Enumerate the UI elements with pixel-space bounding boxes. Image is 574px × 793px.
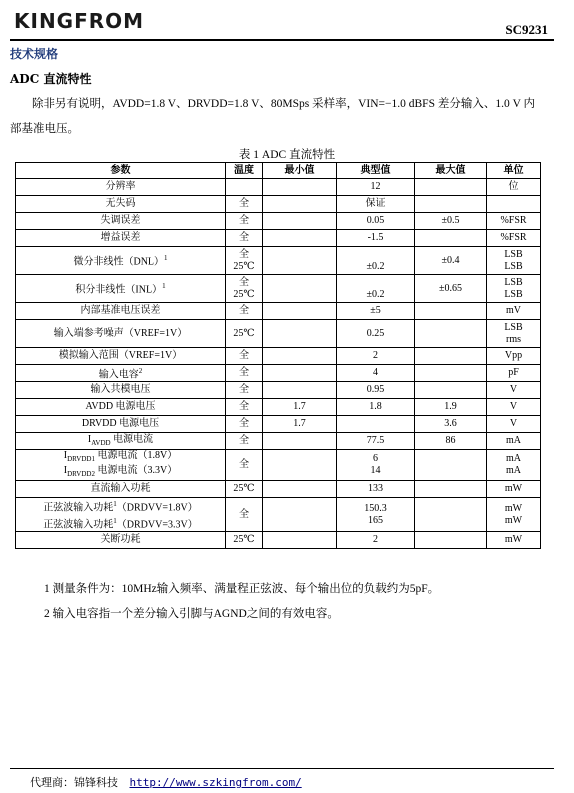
cell-min [263,498,337,532]
cell-max [415,433,487,450]
cell-typ-line1: 0.05 [366,215,385,226]
cell-min [263,348,337,365]
cell-unit-line1: mW [504,502,523,514]
cell-unit [487,275,541,303]
cell-param [16,275,226,303]
cell-temp [226,348,263,365]
cell-temp-line1: 25℃ [233,533,255,545]
cell-unit-line1: LSB [504,321,523,333]
param-text: DRVDD 电源电压 [81,418,160,430]
cell-typ-line1 [339,277,412,289]
cell-max-line1: ±0.5 [441,215,460,226]
param-symbol: I [63,450,68,462]
param-text: 直流输入功耗 [90,483,151,495]
cell-temp [226,450,263,481]
cell-max [415,531,487,548]
cell-typ-line1: ±5 [370,305,381,316]
cell-param [16,433,226,450]
cell-typ-line1 [339,249,412,261]
cell-min [263,382,337,399]
param-line [18,350,223,362]
cell-temp-line1: 全 [239,248,249,260]
cell-param [16,230,226,247]
cell-max [415,416,487,433]
param-text: 输入电容 [98,369,139,381]
cell-unit [487,365,541,382]
param-text: （DRDVV=1.8V） [116,502,198,514]
sub-title: ADC 直流特性 [10,72,92,86]
cell-min [263,433,337,450]
param-text: （DRDVV=3.3V） [116,518,198,530]
table-row [16,275,541,303]
footnote-ref: 1 [164,254,168,263]
cell-min [263,531,337,548]
cell-typ [337,399,415,416]
cell-typ [337,320,415,348]
cell-min [263,481,337,498]
table-row [16,230,541,247]
cell-typ-line1: 2 [373,350,378,361]
footer [30,774,302,790]
cell-min [263,179,337,196]
cell-typ-line1: 77.5 [366,435,385,447]
cell-param [16,399,226,416]
table-header-row [16,163,541,179]
footer-divider [10,768,554,769]
cell-param [16,365,226,382]
cell-max [415,450,487,481]
intro-paragraph: 除非另有说明，AVDD=1.8 V、DRVDD=1.8 V、80MSps 采样率，VIN=−1.0 dBFS 差分输入、1.0 V 内部基准电压。 [10,98,536,135]
cell-unit-line1: 位 [508,181,519,192]
cell-param [16,320,226,348]
cell-param [16,531,226,548]
adc-dc-spec-table [15,162,541,549]
cell-param [16,416,226,433]
cell-unit-line1: V [509,401,518,413]
cell-min [263,230,337,247]
param-text: 关断功耗 [100,533,141,545]
param-subscript: DRVDD2 [67,470,95,479]
footnote-1: 1 测量条件为：10MHz输入频率、满量程正弦波、每个输出位的负载约为5pF。 [44,583,440,595]
cell-unit [487,179,541,196]
cell-typ [337,531,415,548]
cell-min-line1: 1.7 [293,418,306,430]
cell-temp [226,531,263,548]
cell-min [263,303,337,320]
cell-typ-line1: 1.8 [369,401,382,413]
cell-max [415,382,487,399]
header-param: 参数 [16,163,226,179]
param-text: 失调误差 [100,215,141,226]
param-line [18,401,223,413]
cell-unit-line1: mW [504,483,523,495]
cell-param [16,498,226,532]
footnote-2: 2 输入电容指一个差分输入引脚与AGND之间的有效电容。 [44,608,339,620]
cell-temp-line1: 全 [239,508,249,520]
cell-temp-line2: 25℃ [233,288,255,300]
param-text: 分辨率 [105,181,136,192]
agent-label: 代理商：锦锋科技 [30,776,118,789]
param-text: 输入端参考噪声（VREF=1V） [53,327,188,339]
cell-unit [487,320,541,348]
cell-param [16,348,226,365]
table-row [16,196,541,213]
cell-unit-line1: mA [506,453,521,465]
cell-temp [226,416,263,433]
cell-temp-line1: 全 [239,459,249,471]
cell-typ [337,247,415,275]
cell-max [415,498,487,532]
cell-typ [337,416,415,433]
cell-temp [226,433,263,450]
cell-min [263,196,337,213]
param-text: 正弦波输入功耗 [43,518,114,530]
header-temp: 温度 [226,163,263,179]
cell-unit [487,433,541,450]
model-number: SC9231 [505,22,548,37]
param-text: 电源电流 [110,433,154,445]
param-line [18,305,223,317]
param-line [18,465,223,480]
cell-typ-line1: 133 [368,483,383,495]
cell-temp [226,498,263,532]
cell-temp [226,230,263,247]
cell-min [263,450,337,481]
table-row [16,450,541,481]
cell-typ [337,450,415,481]
param-line [18,198,223,210]
cell-min [263,416,337,433]
cell-temp [226,275,263,303]
param-subscript: AVDD [91,438,111,447]
cell-typ [337,382,415,399]
cell-max [415,320,487,348]
param-line [18,181,223,193]
param-text: 电源电流（3.3V） [94,465,178,477]
cell-unit-line1: mV [506,305,521,316]
cell-typ-line1: 6 [373,453,378,465]
cell-typ [337,433,415,450]
cell-temp [226,179,263,196]
table-row [16,382,541,399]
param-text: 无失码 [105,198,136,209]
param-text: 正弦波输入功耗 [43,502,114,514]
param-text: AVDD 电源电压 [85,401,156,413]
table-row [16,320,541,348]
table-row [16,247,541,275]
table-row [16,416,541,433]
cell-typ [337,213,415,230]
cell-typ [337,303,415,320]
cell-temp-line1: 全 [239,198,249,209]
cell-max [415,196,487,213]
cell-param [16,247,226,275]
cell-temp [226,320,263,348]
cell-max-line1: 3.6 [444,418,457,430]
cell-typ-line1: -1.5 [367,232,384,243]
cell-min [263,275,337,303]
param-line [18,384,223,396]
cell-unit [487,531,541,548]
cell-unit [487,382,541,399]
table-row [16,365,541,382]
cell-typ [337,196,415,213]
cell-typ-line1: 12 [370,181,381,192]
cell-param [16,450,226,481]
cell-min [263,320,337,348]
cell-temp [226,303,263,320]
cell-max-line1: 1.9 [444,401,457,413]
cell-min-line1: 1.7 [293,401,306,413]
cell-unit-line1: pF [508,367,519,379]
cell-unit-line1: mW [504,533,523,545]
table-row [16,348,541,365]
footnote-ref: 1 [113,516,117,525]
footnote-ref: 1 [113,500,117,509]
header-typ: 典型值 [337,163,415,179]
cell-min [263,247,337,275]
cell-typ-line1: 保证 [365,198,386,209]
cell-min [263,399,337,416]
cell-temp-line1: 全 [239,435,249,447]
param-line [18,450,223,465]
param-text: 电源电流（1.8V） [94,450,178,462]
cell-temp-line1: 全 [239,350,249,361]
param-line [18,365,223,381]
table-caption: 表 1 ADC 直流特性 [238,149,336,161]
cell-max [415,399,487,416]
cell-unit [487,303,541,320]
cell-unit-line2: LSB [504,288,523,300]
header-min: 最小值 [263,163,337,179]
param-line [18,328,223,340]
cell-typ-line1: 150.3 [364,502,387,514]
cell-unit-line1: LSB [504,248,523,260]
cell-unit [487,416,541,433]
param-line [18,418,223,430]
cell-typ [337,365,415,382]
cell-typ [337,498,415,532]
cell-min [263,365,337,382]
cell-temp-line1: 25℃ [233,483,255,495]
cell-unit-line1: LSB [504,276,523,288]
cell-typ-line2: 14 [370,465,381,477]
cell-unit [487,481,541,498]
param-text: 模拟输入范围（VREF=1V） [58,350,183,361]
cell-max-line1: 86 [445,435,456,447]
param-text: 输入共模电压 [90,384,151,396]
header-unit: 单位 [487,163,541,179]
cell-temp-line2: 25℃ [233,260,255,272]
cell-unit [487,399,541,416]
param-subscript: DRVDD1 [67,455,95,464]
table-row [16,498,541,532]
param-text: 积分非线性（INL） [75,284,163,296]
param-line [18,498,223,514]
cell-typ-line1: 4 [373,367,378,379]
cell-param [16,481,226,498]
cell-max [415,481,487,498]
param-line [18,280,223,296]
cell-temp-line1: 全 [239,232,249,243]
cell-unit-line2: LSB [504,260,523,272]
table-row [16,531,541,548]
cell-typ [337,230,415,247]
cell-unit-line1: V [509,384,518,396]
cell-typ [337,275,415,303]
cell-param [16,196,226,213]
cell-unit [487,348,541,365]
cell-temp [226,481,263,498]
cell-unit [487,196,541,213]
cell-typ [337,179,415,196]
cell-max [415,348,487,365]
cell-temp-line1: 全 [239,418,249,430]
cell-temp [226,247,263,275]
cell-unit-line2: mW [504,514,523,526]
website-link[interactable]: http://www.szkingfrom.com/ [129,776,302,789]
cell-unit [487,498,541,532]
param-line [18,232,223,244]
cell-temp [226,399,263,416]
cell-param [16,303,226,320]
cell-temp-line1: 25℃ [233,327,255,339]
cell-typ-line2: ±0.2 [366,288,385,300]
cell-unit [487,213,541,230]
cell-unit-line1: %FSR [500,232,527,243]
table-row [16,399,541,416]
param-line [18,515,223,531]
cell-temp-line1: 全 [239,305,249,316]
cell-max [415,247,487,275]
cell-typ-line2: 165 [368,514,383,526]
cell-typ-line1: 0.25 [366,327,385,339]
cell-unit-line2: rms [506,333,521,345]
cell-unit-line1: V [509,418,518,430]
cell-unit-line1: %FSR [500,215,527,226]
cell-min [263,213,337,230]
param-line [18,434,223,449]
cell-typ [337,481,415,498]
cell-typ-line1: 0.95 [366,384,385,396]
cell-temp-line1: 全 [239,384,249,396]
header-max: 最大值 [415,163,487,179]
param-symbol: I [63,465,68,477]
header-divider [10,39,554,41]
table-row [16,303,541,320]
cell-unit-line2: mA [506,465,521,477]
param-line [18,252,223,268]
cell-temp [226,365,263,382]
cell-typ [337,348,415,365]
cell-max [415,303,487,320]
cell-max [415,275,487,303]
table-row [16,179,541,196]
cell-unit-line1: mA [506,435,521,447]
cell-temp [226,196,263,213]
cell-temp [226,213,263,230]
param-text: 内部基准电压误差 [80,305,161,316]
footnote-ref: 1 [162,282,166,291]
param-line [18,215,223,227]
table-row [16,481,541,498]
param-text: 增益误差 [100,232,141,243]
cell-temp [226,382,263,399]
footnote-ref: 2 [138,367,143,375]
cell-max-line1: ±0.4 [441,254,460,266]
cell-unit [487,247,541,275]
cell-param [16,179,226,196]
cell-unit-line1: Vpp [504,350,523,361]
cell-temp-line1: 全 [239,276,249,288]
cell-max [415,230,487,247]
cell-temp-line1: 全 [239,215,249,226]
table-row [16,213,541,230]
cell-unit [487,450,541,481]
cell-max-line1: ±0.65 [439,282,462,294]
cell-param [16,213,226,230]
cell-temp-line1: 全 [239,367,249,379]
cell-param [16,382,226,399]
param-line [18,483,223,495]
cell-max [415,213,487,230]
param-text: 微分非线性（DNL） [73,256,165,268]
cell-max [415,179,487,196]
cell-typ-line2: ±0.2 [366,260,385,272]
cell-typ-line1: 2 [373,533,378,545]
cell-unit [487,230,541,247]
table-row [16,433,541,450]
cell-temp-line1: 全 [239,401,249,413]
company-logo: KINGFROM [14,9,145,33]
cell-max [415,365,487,382]
param-symbol: I [87,433,92,445]
section-title: 技术规格 [10,47,59,61]
param-line [18,534,223,546]
